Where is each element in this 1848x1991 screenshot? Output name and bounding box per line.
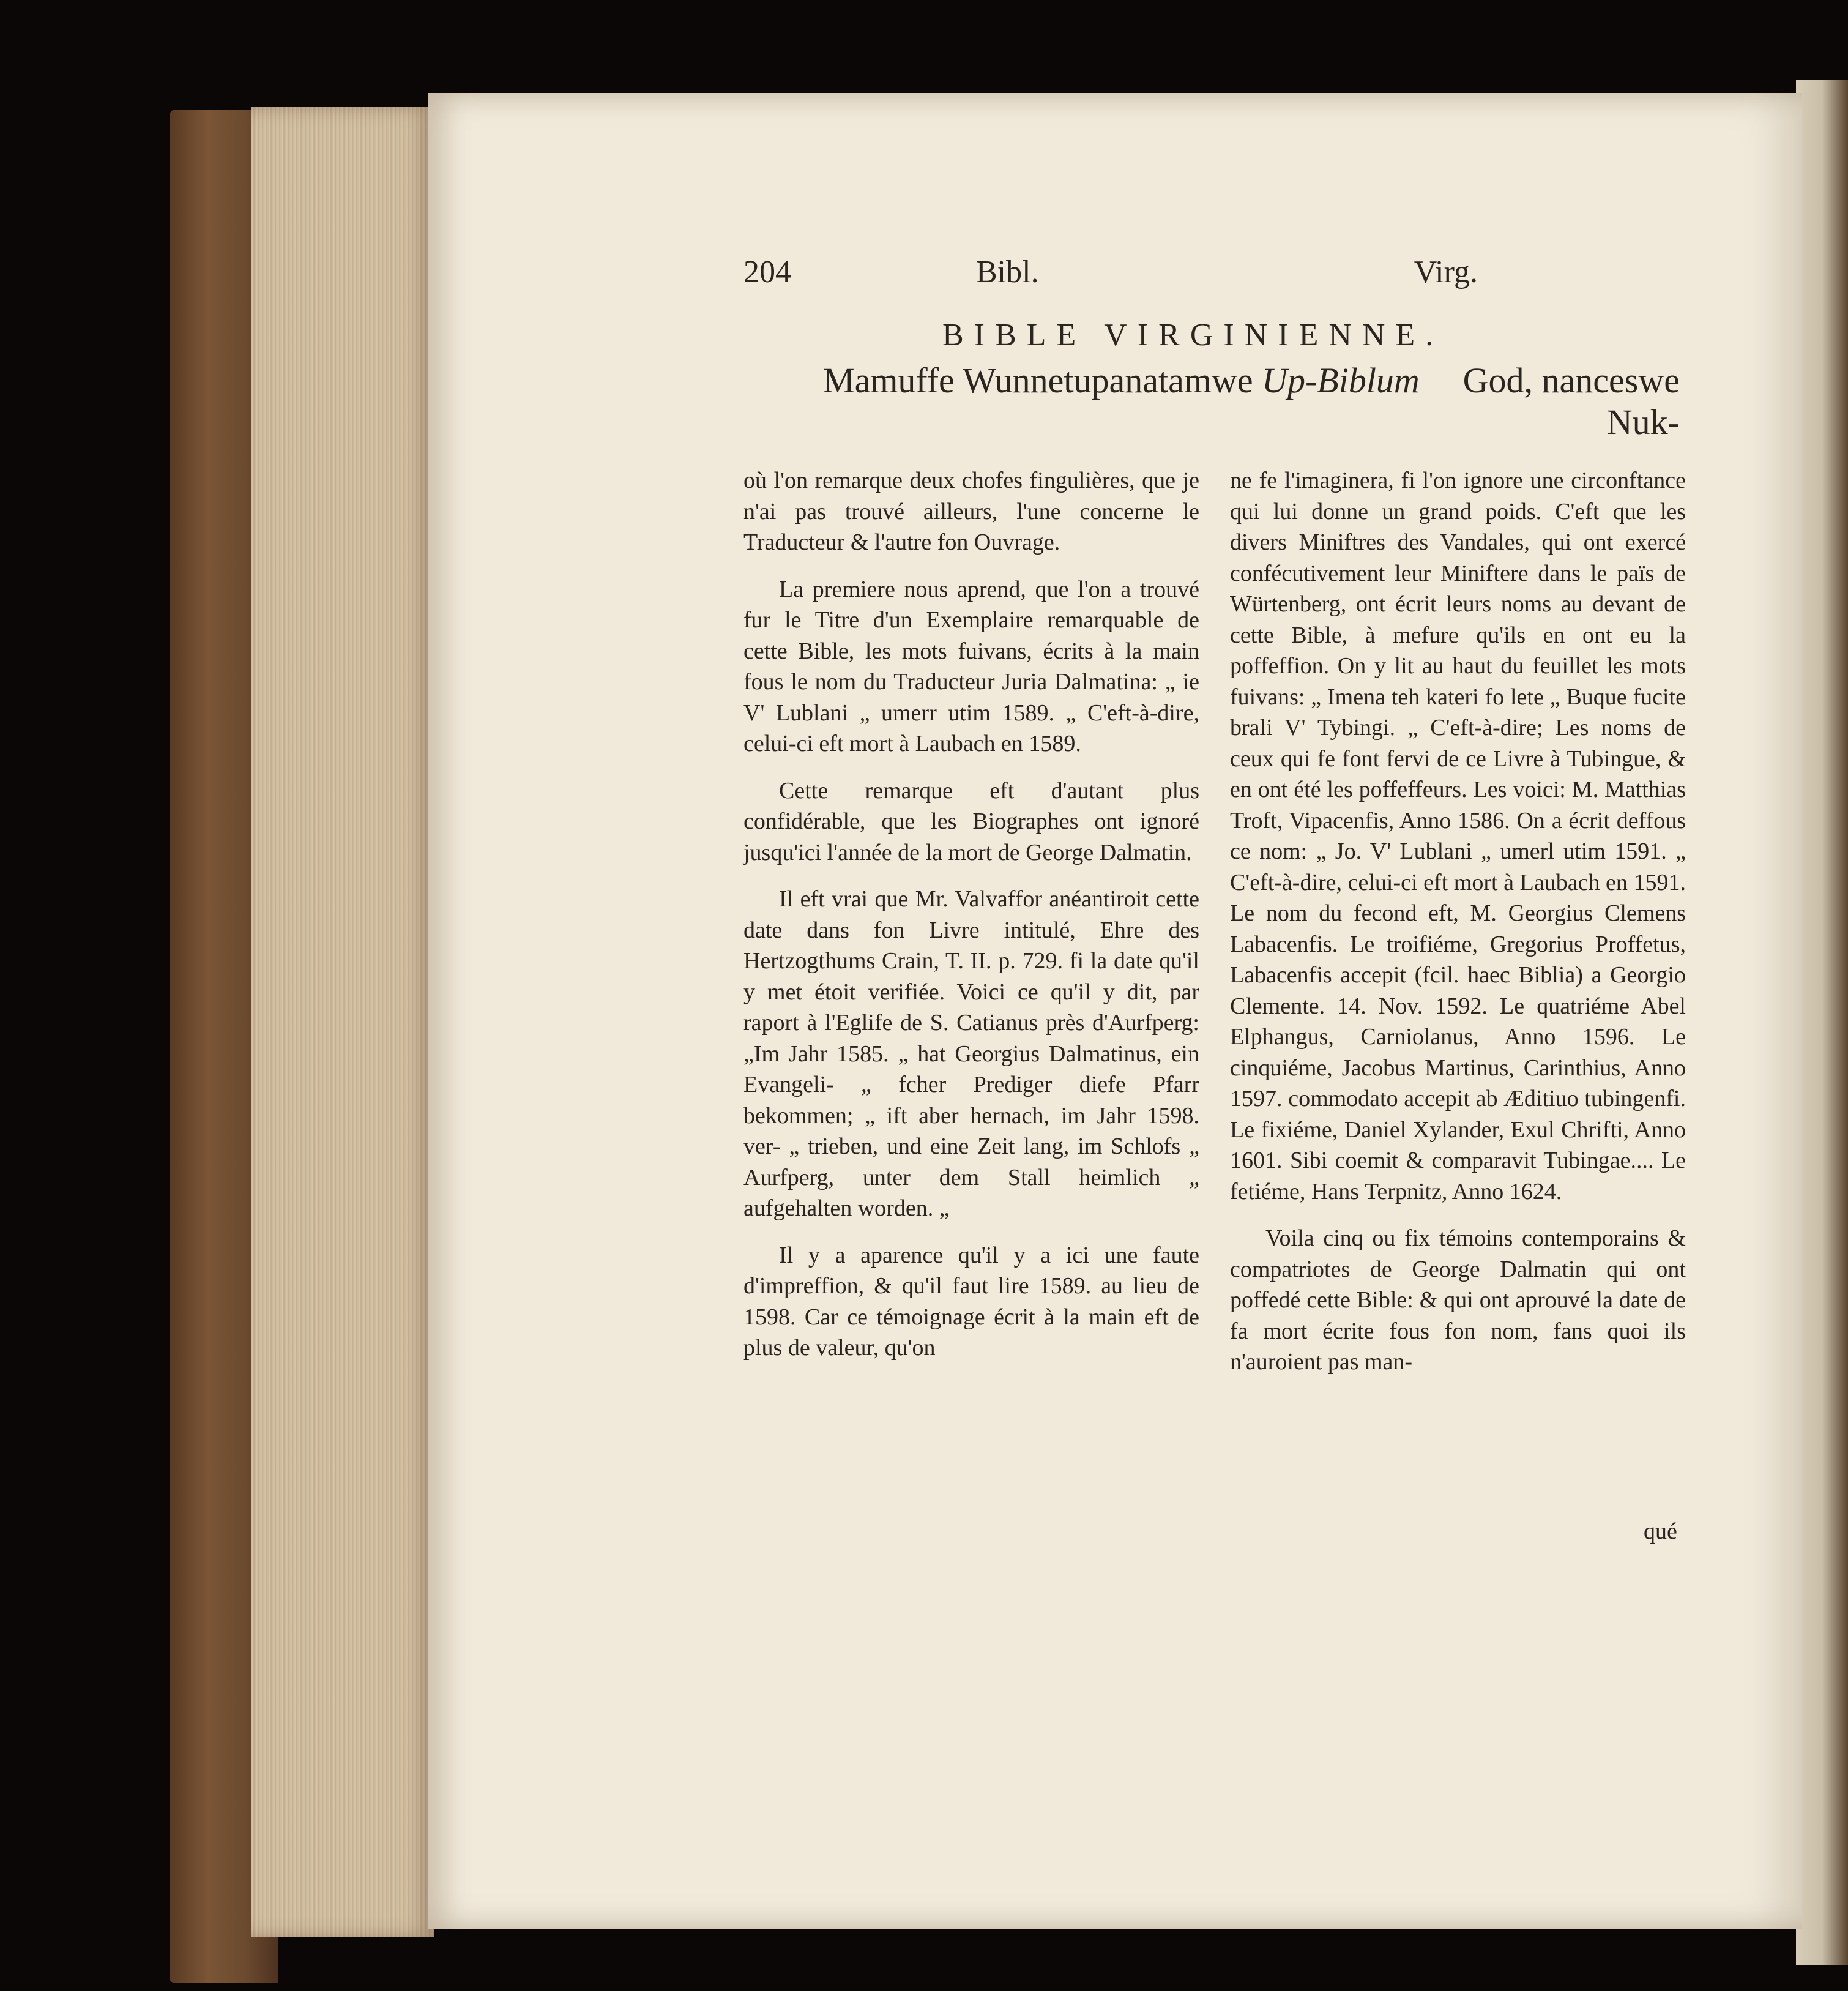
- subtitle-part2: God, nanceswe: [1462, 360, 1680, 400]
- section-title: BIBLE VIRGINIENNE.: [942, 318, 1444, 353]
- subtitle-part1: Mamuffe Wunnetupanatamwe: [823, 360, 1253, 400]
- header-center: Bibl.: [976, 255, 1039, 289]
- paragraph: Il y a aparence qu'il y a ici une faute d'impreffion, & qu'il faut lire 1589. au lieu de 1598. Car ce témoignage écrit à la main eft de plus de valeur, qu'on: [743, 1242, 1199, 1361]
- paragraph: Voila cinq ou fix témoins contemporains & compatriotes de George Dalmatin qui ont poffedé cette Bible: & qui ont aprouvé la date de fa mort écrite fous fon nom, fans quoi ils n'auroient pas man-: [1230, 1225, 1686, 1375]
- running-header: [743, 254, 1478, 297]
- section-subtitle: [823, 360, 1680, 401]
- left-column: [743, 465, 1199, 1380]
- page-number: 204: [743, 255, 791, 289]
- catchword: qué: [1644, 1518, 1677, 1544]
- paragraph: où l'on remarque deux chofes fingulières, que je n'ai pas trouvé ailleurs, l'une concerne le Traducteur & l'autre fon Ouvrage.: [743, 468, 1199, 555]
- paragraph: La premiere nous aprend, que l'on a trouvé fur le Titre d'un Exemplaire remarquable de cette Bible, les mots fuivans, écrits à la main fous le nom du Traducteur Juria Dalmatina: „ ie V' Lublani „ umerr utim 1589. „ C'eft-à-dire, celui-ci eft mort à Laubach en 1589.: [743, 576, 1199, 756]
- paragraph: ne fe l'imaginera, fi l'on ignore une circonftance qui lui donne un grand poids. C'eft que les divers Miniftres des Vandales, qui ont exercé confécutivement leur Miniftere dans le païs de Würtenberg, ont écrit leurs noms au devant de cette Bible, à mefure qu'ils en ont eu la poffeffion. On y lit au haut du feuillet les mots fuivans: „ Imena teh kateri fo lete „ Buque fucite brali V' Tybingi. „ C'eft-à-dire; Les noms de ceux qui fe font fervi de ce Livre à Tubingue, & en ont été les poffeffeurs. Les voici: M. Matthias Troft, Vipacenfis, Anno 1586. On a écrit deffous ce nom: „ Jo. V' Lublani „ umerl utim 1591. „ C'eft-à-dire, celui-ci eft mort à Laubach en 1591. Le nom du fecond eft, M. Georgius Clemens Labacenfis. Le troifiéme, Gregorius Proffetus, Labacenfis accepit (fcil. haec Biblia) a Georgio Clemente. 14. Nov. 1592. Le quatriéme Abel Elphangus, Carniolanus, Anno 1596. Le cinquiéme, Jacobus Martinus, Carinthius, Anno 1597. commodato accepit ab Æditiuo tubingenfi. Le fixiéme, Daniel Xylander, Exul Chrifti, Anno 1601. Sibi coemit & comparavit Tubingae.... Le fetiéme, Hans Terpnitz, Anno 1624.: [1230, 468, 1686, 1205]
- page-edges: [251, 107, 434, 1937]
- subtitle-italic: Up-Biblum: [1262, 360, 1420, 400]
- facing-page-edge: [1796, 80, 1848, 1965]
- header-right: Virg.: [1414, 255, 1478, 289]
- paragraph: Il eft vrai que Mr. Valvaffor anéantiroit cette date dans fon Livre intitulé, Ehre des Hertzogthums Crain, T. II. p. 729. fi la date qu'il y met étoit verifiée. Voici ce qu'il y dit, par raport à l'Eglife de S. Catianus près d'Aurfperg: „Im Jahr 1585. „ hat Georgius Dalmatinus, ein Evangeli- „ fcher Prediger diefe Pfarr bekommen; „ ift aber hernach, im Jahr 1598. ver- „ trieben, und eine Zeit lang, im Schlofs „ Aurfperg, unter dem Stall heimlich „ aufgehalten worden. „: [743, 886, 1199, 1221]
- subtitle-line2: Nuk-: [1606, 402, 1680, 442]
- right-column: [1230, 465, 1686, 1394]
- paragraph: Cette remarque eft d'autant plus confidérable, que les Biographes ont ignoré jusqu'ici l'année de la mort de George Dalmatin.: [743, 777, 1199, 865]
